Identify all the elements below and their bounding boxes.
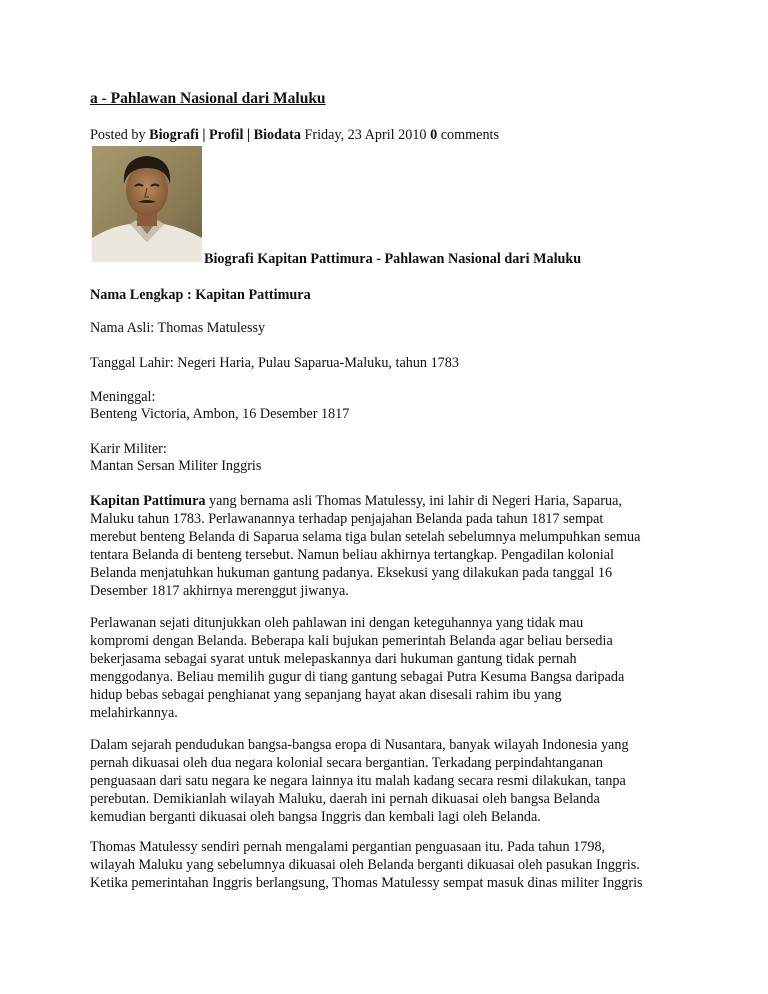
- paragraph-4: Thomas Matulessy sendiri pernah mengalami pergantian penguasaan itu. Pada tahun 1798, wilayah Maluku yang sebelumnya dikuasai oleh Belanda berganti dikuasai oleh pasukan Inggris. Ketika pemerintahan Inggris berlangsung, Thomas Matulessy sempat masuk dinas militer Inggris: [90, 839, 643, 891]
- post-date: Friday, 23 April 2010: [304, 127, 427, 143]
- post-title[interactable]: a - Pahlawan Nasional dari Maluku: [90, 90, 326, 107]
- pattimura-portrait: [92, 146, 202, 262]
- career-info: Mantan Sersan Militer Inggris: [90, 458, 262, 474]
- image-caption: Biografi Kapitan Pattimura - Pahlawan Nasional dari Maluku: [204, 251, 582, 267]
- comments-label[interactable]: comments: [440, 127, 500, 143]
- author-link[interactable]: Biografi | Profil | Biodata: [149, 127, 301, 143]
- paragraph-1-first-line: [90, 492, 690, 510]
- career-label: Karir Militer:: [90, 441, 167, 457]
- birth-info: Tanggal Lahir: Negeri Haria, Pulau Saparua-Maluku, tahun 1783: [90, 355, 459, 371]
- comment-count[interactable]: 0: [430, 127, 438, 143]
- paragraph-1-first-text: yang bernama asli Thomas Matulessy, ini lahir di Negeri Haria, Saparua,: [205, 493, 622, 509]
- posted-by-label: Posted by: [90, 127, 146, 143]
- paragraph-1: Maluku tahun 1783. Perlawanannya terhadap penjajahan Belanda pada tahun 1817 sempat merebut benteng Belanda di Saparua selama tiga bulan setelah sebelumnya melumpuhkan semua tentara Belanda di benteng tersebut. Namun beliau akhirnya tertangkap. Pengadilan kolonial Belanda menjatuhkan hukuman gantung padanya. Eksekusi yang dilakukan pada tanggal 16 Desember 1817 akhirnya merenggut jiwanya.: [90, 511, 641, 599]
- subject-name: Kapitan Pattimura: [90, 493, 206, 509]
- death-info: Benteng Victoria, Ambon, 16 Desember 1817: [90, 406, 350, 422]
- paragraph-3: Dalam sejarah pendudukan bangsa-bangsa eropa di Nusantara, banyak wilayah Indonesia yang pernah dikuasai oleh dua negara kolonial secara bergantian. Terkadang perpindahtanganan penguasaan dari satu negara ke negara lainnya itu malah kadang secara resmi dilakukan, tanpa perebutan. Demikianlah wilayah Maluku, daerah ini pernah dikuasai oleh bangsa Belanda kemudian berganti dikuasai oleh bangsa Inggris dan kembali lagi oleh Belanda.: [90, 737, 629, 825]
- post-byline: [90, 126, 499, 144]
- death-label: Meninggal:: [90, 389, 156, 405]
- paragraph-2: Perlawanan sejati ditunjukkan oleh pahlawan ini dengan keteguhannya yang tidak mau kompromi dengan Belanda. Beberapa kali bujukan pemerintah Belanda agar beliau bersedia bekerjasama sebagai syarat untuk melepaskannya dari hukuman gantung tidak pernah menggodanya. Beliau memilih gugur di tiang gantung sebagai Putra Kesuma Bangsa daripada hidup bebas sebagai penghianat yang sepanjang hayat akan disesali rahim ibu yang melahirkannya.: [90, 615, 625, 721]
- real-name: Nama Asli: Thomas Matulessy: [90, 320, 266, 336]
- full-name: Nama Lengkap : Kapitan Pattimura: [90, 287, 311, 303]
